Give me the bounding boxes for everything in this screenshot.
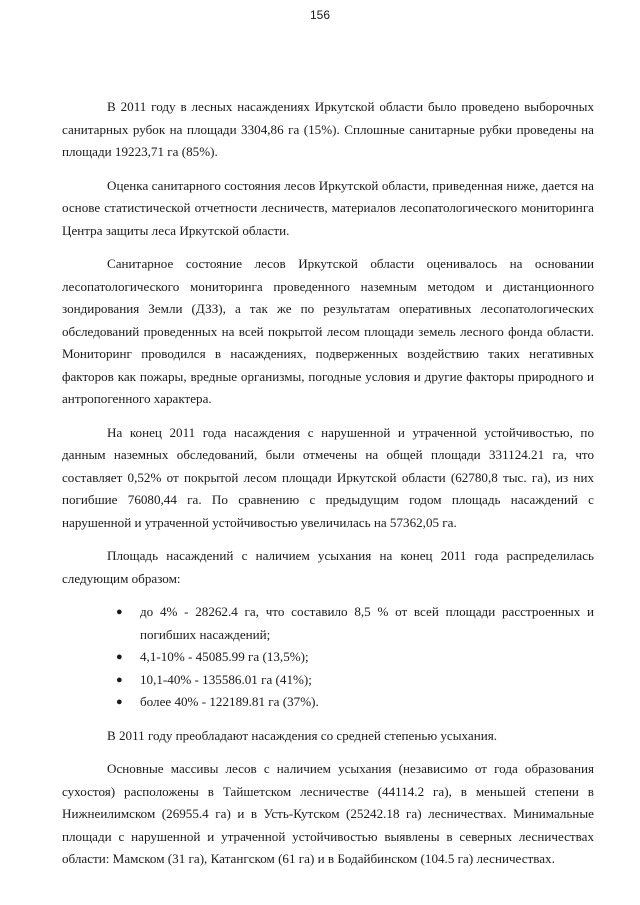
list-item-text: 4,1-10% - 45085.99 га (13,5%); — [140, 649, 309, 664]
paragraph: В 2011 году преобладают насаждения со средней степенью усыхания. — [107, 727, 498, 743]
paragraph: На конец 2011 года насаждения с нарушенной и утраченной устойчивостью, по данным наземных обследований, были отмечены на общей площади 331124.21 га, что составляет 0,52% от покрытой лесом площади Иркутской области (62780,8 тыс. га), из них погибшие 76080,44 га. По сравнению с предыдущим годом площадь насаждений с нарушенной и утраченной устойчивостью увеличилась на 57362,05 га. — [62, 424, 594, 530]
paragraph: Площадь насаждений с наличием усыхания на конец 2011 года распределилась следующим образом: — [62, 548, 594, 586]
list-item-text: более 40% - 122189.81 га (37%). — [140, 694, 319, 709]
list-item — [116, 646, 594, 669]
bullet-icon: ● — [116, 696, 123, 708]
list-item-text: до 4% - 28262.4 га, что составило 8,5 % от всей площади расстроенных и погибших насаждений; — [140, 604, 594, 642]
paragraph: Основные массивы лесов с наличием усыхания (независимо от года образования сухостоя) расположены в Тайшетском лесничестве (44114.2 га), в меньшей степени в Нижнеилимском (26955.4 га) и в Усть-Кутском (25242.18 га) лесничествах. Минимальные площади с нарушенной и утраченной устойчивостью выявлены в северных лесничествах области: Мамском (31 га), Катангском (61 га) и в Бодайбинском (104.5 га) лесничествах. — [62, 761, 594, 866]
page-number: 156 — [309, 8, 331, 22]
bullet-icon: ● — [116, 651, 123, 663]
list-item-text: 10,1-40% - 135586.01 га (41%); — [140, 671, 312, 687]
document-body — [62, 96, 594, 882]
paragraph: Санитарное состояние лесов Иркутской области оценивалось на основании лесопатологического мониторинга проведенного наземным методом и дистанционного зондирования Земли (ДЗЗ), а так же по результатам оперативных лесопатологических обследований проведенных на всей покрытой лесом площади земель лесного фонда области. Мониторинг проводился в насаждениях, подверженных воздействию таких негативных факторов как пожары, вредные организмы, погодные условия и другие факторы природного и антропогенного характера. — [62, 256, 594, 406]
bullet-icon: ● — [116, 606, 123, 618]
list-item — [116, 691, 594, 714]
list-item — [116, 669, 594, 692]
paragraph: В 2011 году в лесных насаждениях Иркутской области было проведено выборочных санитарных рубок на площади 3304,86 га (15%). Сплошные санитарные рубки проведены на площади 19223,71 га (85%). — [62, 99, 594, 159]
paragraph: Оценка санитарного состояния лесов Иркутской области, приведенная ниже, дается на основе статистической отчетности лесничеств, материалов лесопатологического мониторинга Центра защиты леса Иркутской области. — [62, 177, 594, 238]
list-item — [116, 601, 594, 646]
bullet-list — [62, 601, 594, 714]
bullet-icon: ● — [116, 673, 123, 686]
